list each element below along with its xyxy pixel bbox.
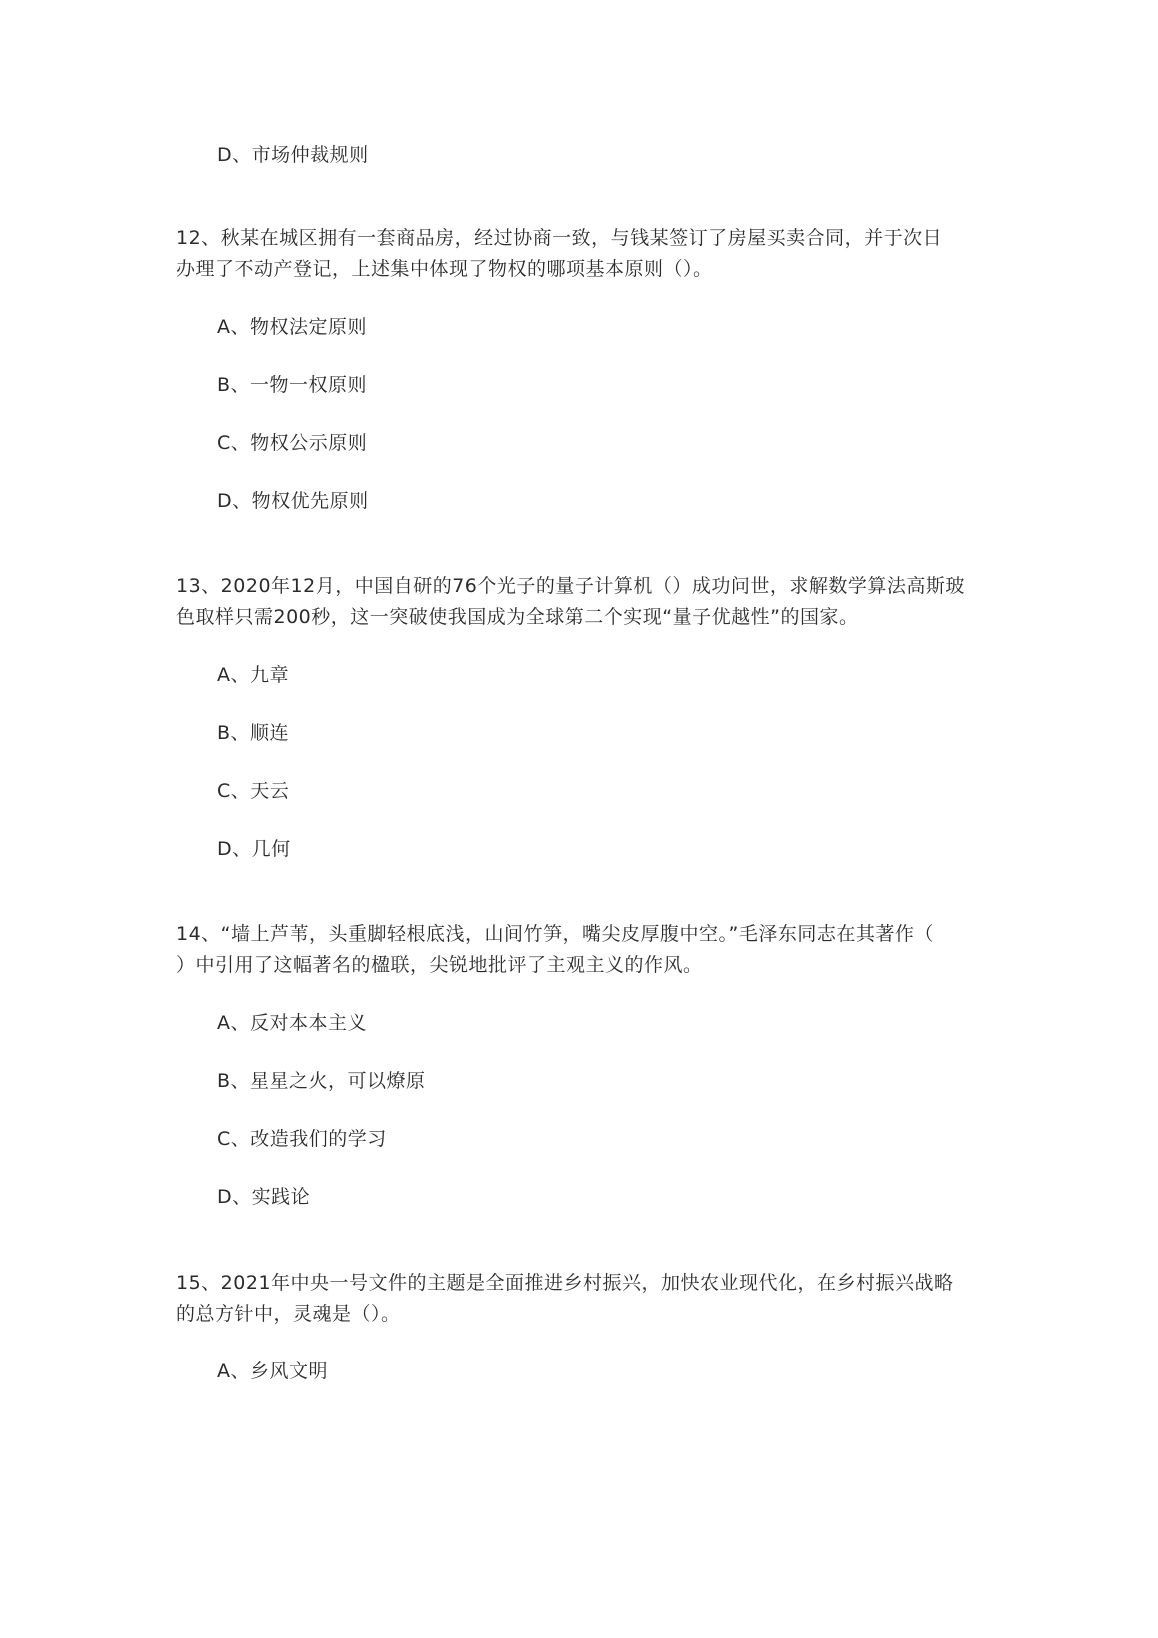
q13-option-c: C、天云 bbox=[217, 780, 290, 802]
q13-option-d: D、几何 bbox=[217, 838, 291, 860]
q12-option-d: D、物权优先原则 bbox=[217, 490, 369, 512]
q13-option-a: A、九章 bbox=[217, 664, 289, 686]
q13-stem-line2: 色取样只需200秒，这一突破使我国成为全球第二个实现“量子优越性”的国家。 bbox=[176, 606, 859, 628]
q12-stem-line2: 办理了不动产登记，上述集中体现了物权的哪项基本原则（）。 bbox=[176, 258, 713, 280]
q14-stem-line2: ）中引用了这幅著名的楹联，尖锐地批评了主观主义的作风。 bbox=[176, 954, 703, 976]
q15-option-a: A、乡风文明 bbox=[217, 1360, 328, 1382]
q12-option-c: C、物权公示原则 bbox=[217, 432, 368, 454]
q13-option-b: B、顺连 bbox=[217, 722, 290, 744]
q14-option-a: A、反对本本主义 bbox=[217, 1012, 367, 1034]
q14-option-d: D、实践论 bbox=[217, 1186, 311, 1208]
q11-option-d: D、市场仲裁规则 bbox=[217, 144, 369, 166]
q15-stem-line1: 15、2021年中央一号文件的主题是全面推进乡村振兴，加快农业现代化，在乡村振兴战略 bbox=[176, 1272, 954, 1294]
q13-stem-line1: 13、2020年12月，中国自研的76个光子的量子计算机（）成功问世，求解数学算法高斯玻 bbox=[176, 575, 965, 597]
q12-option-b: B、一物一权原则 bbox=[217, 374, 368, 396]
q15-stem-line2: 的总方针中，灵魂是（）。 bbox=[176, 1303, 401, 1325]
q12-stem-line1: 12、秋某在城区拥有一套商品房，经过协商一致，与钱某签订了房屋买卖合同，并于次日 bbox=[176, 227, 943, 249]
q14-option-c: C、改造我们的学习 bbox=[217, 1128, 387, 1150]
q12-option-a: A、物权法定原则 bbox=[217, 316, 367, 338]
q14-stem-line1: 14、“墙上芦苇，头重脚轻根底浅，山间竹笋，嘴尖皮厚腹中空。”毛泽东同志在其著作（ bbox=[176, 923, 934, 945]
q14-option-b: B、星星之火，可以燎原 bbox=[217, 1070, 426, 1092]
